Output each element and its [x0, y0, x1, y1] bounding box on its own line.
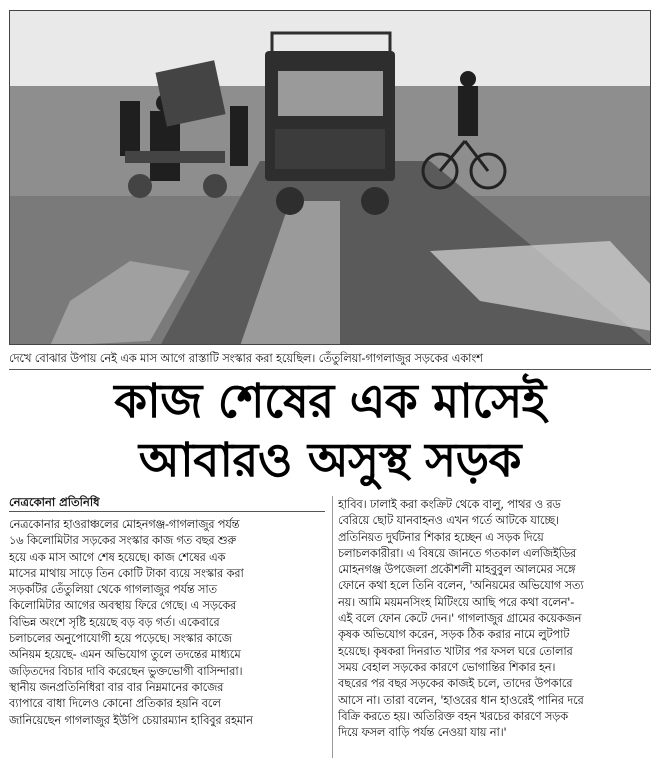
article-line: বিভিন্ন অংশে সৃষ্টি হয়েছে বড় বড় গর্ত। একেবারে: [9, 615, 220, 629]
column-divider: [332, 496, 333, 758]
article-line: কৃষক অভিযোগ করেন, সড়ক ঠিক করার নামে লুটপাট: [338, 628, 570, 642]
article-line: দিয়ে ফসল বাড়ি পর্যন্ত নেওয়া যায় না।': [338, 726, 507, 740]
article-line: মোহনগঞ্জ উপজেলা প্রকৌশলী মাহবুবুল আলমের সঙ্গে: [338, 563, 576, 577]
article-column-right: [338, 497, 652, 741]
article-line: জড়িতদের বিচার দাবি করেছেন ভুক্তভোগী বাসিন্দারা।: [9, 664, 243, 678]
article-line: নেত্রকোনার হাওরাঞ্চলের মোহনগঞ্জ-গাগলাজুর পর্যন্ত: [9, 518, 240, 531]
article-line: কিলোমিটার আগের অবস্থায় ফিরে গেছে। এ সড়কের: [9, 599, 237, 613]
article-line: ফোনে কথা হলে তিনি বলেন, 'অনিয়মের অভিযোগ সত্য: [338, 579, 584, 593]
article-line: ব্যাপারে বাধা দিলেও কোনো প্রতিকার হয়নি বলে: [9, 697, 221, 711]
article-line: বেরিয়ে ছোট যানবাহনও এখন গর্তে আটকে যাচ্ছে।: [338, 514, 559, 528]
article-line: বিক্রি করতে হয়। অতিরিক্ত বহন খরচের কারণে সড়ক: [338, 709, 568, 723]
article-line: হয়ে এক মাস আগে শেষ হয়েছে। কাজ শেষের এক: [9, 550, 226, 564]
news-photo: [9, 10, 651, 345]
article-line: জানিয়েছেন গাগলাজুর ইউপি চেয়ারম্যান হাবিবুর রহমান: [9, 713, 253, 727]
article-line: চলাচলকারীরা। এ বিষয়ে জানতে গতকাল এলজিইডির: [338, 546, 577, 560]
road-photo-illustration: [10, 11, 651, 345]
headline: [9, 372, 651, 490]
article-line: স্থানীয় জনপ্রতিনিধিরা বার বার নিম্নমানের কাজের: [9, 680, 224, 694]
article-line: বছরের পর বছর সড়কের কাজই চলে, তাদের উপকারে: [338, 677, 573, 691]
photo-caption: দেখে বোঝার উপায় নেই এক মাস আগে রাস্তাটি সংস্কার করা হয়েছিল। তেঁতুলিয়া-গাগলাজুর সড়কের একাংশ: [9, 348, 651, 370]
byline: নেত্রকোনা প্রতিনিধি: [9, 492, 325, 512]
article-line: অনিয়ম হয়েছে- এমন অভিযোগ তুলে তদন্তের মাধ্যমে: [9, 648, 241, 662]
article-column-left: [9, 517, 327, 729]
article-line: সড়কটির তেঁতুলিয়া থেকে গাগলাজুর পর্যন্ত সাত: [9, 583, 217, 597]
article-line: চলাচলের অনুপোযোগী হয়ে পড়েছে। সংস্কার কাজে: [9, 632, 232, 646]
article-line: নয়। আমি ময়মনসিংহ মিটিংয়ে আছি পরে কথা বলেন'-: [338, 595, 575, 609]
article-line: সময় বেহাল সড়কের কারণে ভোগান্তির শিকার হন।: [338, 660, 556, 674]
article-line: মাসের মাথায় সাড়ে তিন কোটি টাকা ব্যয়ে সংস্কার করা: [9, 566, 244, 580]
article-line: প্রতিনিয়ত দুর্ঘটনার শিকার হচ্ছেন এ সড়ক দিয়ে: [338, 530, 544, 544]
headline-line-1: কাজ শেষের এক মাসেই: [114, 374, 546, 429]
article-line: ১৬ কিলোমিটার সড়কের সংস্কার কাজ গত বছর শুরু: [9, 534, 236, 548]
article-line: হয়েছে। কৃষকরা দিনরাত খাটার পর ফসল ঘরে তোলার: [338, 644, 573, 658]
headline-line-2: আবারও অসুস্থ সড়ক: [138, 433, 522, 488]
article-line: এই বলে ফোন কেটে দেন।' গাগলাজুর গ্রামের কয়েকজন: [338, 612, 582, 626]
article-line: হাবিব। ঢালাই করা কংক্রিট থেকে বালু, পাথর ও রড: [338, 498, 561, 511]
article-line: আসে না। তারা বলেন, 'হাওরের ধান হাওরেই পানির দরে: [338, 693, 584, 707]
